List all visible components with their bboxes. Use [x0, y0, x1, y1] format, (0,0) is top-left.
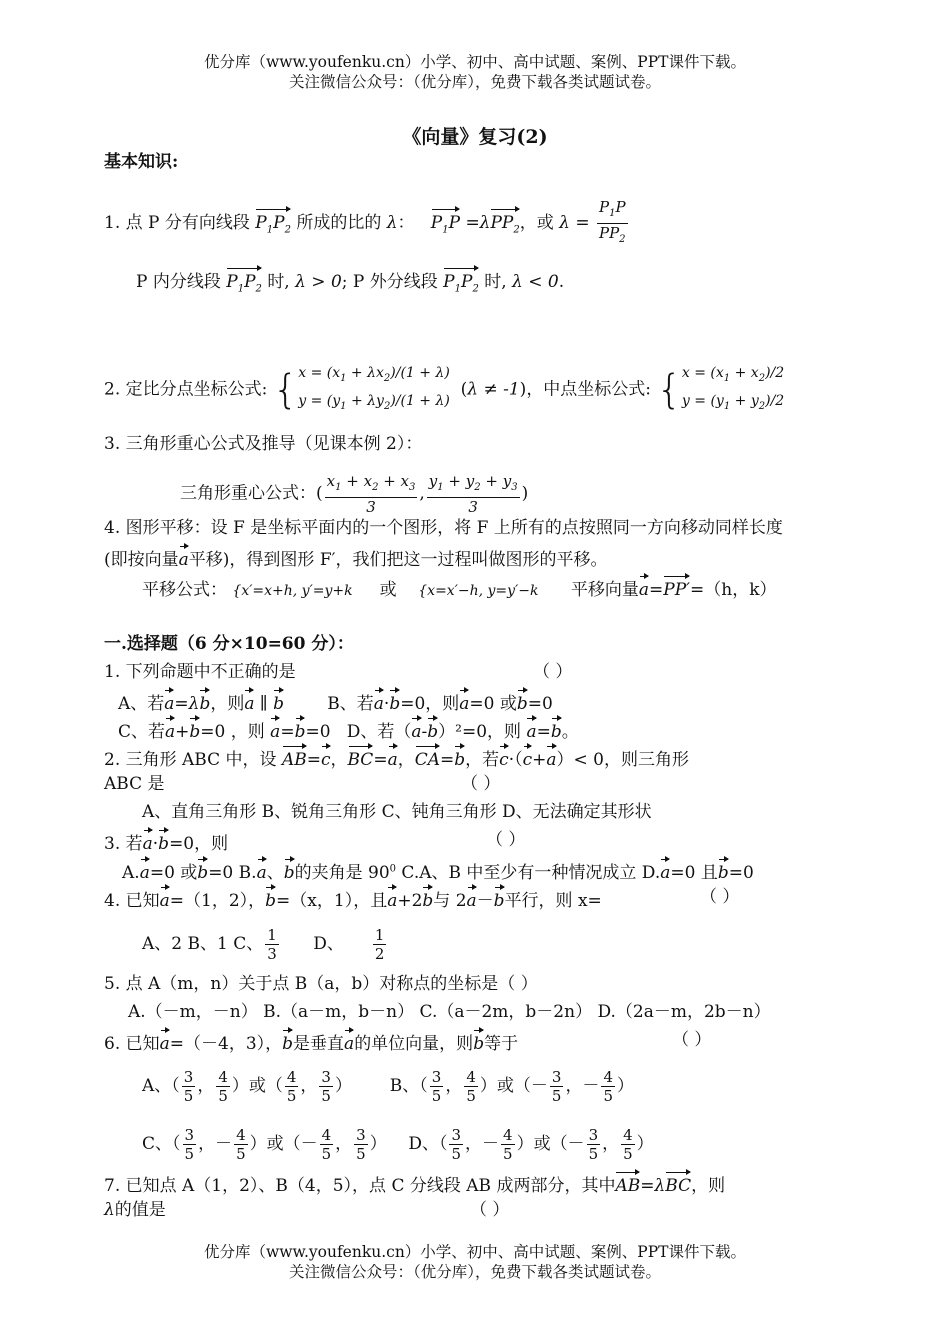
text: A.	[122, 863, 140, 883]
text: ，则	[210, 694, 245, 714]
text: 的单位向量，则	[354, 1034, 474, 1054]
header-line-2: 关注微信公众号：（优分库），免费下载各类试题试卷。	[288, 73, 661, 91]
text: D、	[313, 934, 344, 954]
text: +2	[397, 891, 423, 911]
text: =（－4，3），	[169, 1034, 283, 1054]
centroid-formula: 三角形重心公式：( $\frac{x_1 + x_2 + x_3}{3}$ , $\frac{y_1 + y_2 + y_3}{3}$ )	[180, 472, 529, 516]
text: ，中点坐标公式:	[526, 379, 652, 400]
text: 平行，则 x=	[504, 891, 602, 911]
text: 与 2	[433, 891, 467, 911]
text: =0 或	[149, 863, 198, 883]
text: =0，则	[400, 694, 460, 714]
answer-paren: （ ）	[470, 1200, 510, 1220]
text: 是垂直	[293, 1034, 345, 1054]
footer-line-1: 优分库（www.youfenku.cn）小学、初中、高中试题、案例、PPT课件下载。	[203, 1243, 747, 1261]
text: =0 B.	[208, 863, 257, 883]
text: 时,	[267, 272, 290, 292]
vector-a: a	[179, 544, 189, 572]
section-formula: $x = (x_1 + \lambda x_2)/(1 + \lambda)$ $y = (y_1 + \lambda y_2)/(1 + \lambda)$	[298, 365, 450, 412]
question-5: 5. 点 A（m，n）关于点 B（a，b）对称点的坐标是（ ）	[104, 974, 538, 994]
question-3-options: A.a=0 或b=0 B.a、b的夹角是 $90^0$ C.A、B 中至少有一种情况成立 D.a=0 且b=0	[122, 857, 754, 885]
page-title: 《向量》复习(2)	[402, 126, 548, 148]
ratio-fraction: $\frac{P_1P}{PP_2}$	[598, 198, 626, 245]
footer-line-2: 关注微信公众号：（优分库），免费下载各类试题试卷。	[288, 1263, 661, 1281]
question-1-options-cd: C、若a+b=0 ，则 a=b=0 D、若（a-b）²=0，则 a=b。	[118, 716, 579, 744]
text: B、若	[327, 694, 374, 714]
text: =0	[305, 722, 331, 742]
text: 的值是	[114, 1200, 166, 1220]
question-6-options-cd: C、（ $\frac{3}{5}$ ，－ $\frac{4}{5}$ ）或（－ $\frac{4}{5}$ ， $\frac{3}{5}$ ） D、（ $\frac{3}{5}$ ，－ $\frac{4}{5}$ ）或（－ $\frac{3}{5}$ ， $\frac{4}{5}$ ）	[142, 1126, 654, 1163]
text: －	[476, 891, 494, 911]
section-1-heading: 一.选择题（6 分×10=60 分）：	[104, 634, 354, 654]
text: =0 且	[670, 863, 718, 883]
text: 或	[533, 1134, 551, 1154]
text: 等于	[484, 1034, 519, 1054]
text: 。	[561, 722, 579, 742]
text: 或	[266, 1134, 284, 1154]
text: 3. 若	[104, 834, 143, 854]
question-2-cont: ABC 是	[104, 774, 165, 794]
basics-point-1: 1. 点 P 分有向线段 $P_1P_2$ 所成的比的 λ： $P_1P =\lambda PP_2$，或 λ = $\frac{P_1P}{PP_2}$	[104, 198, 630, 249]
text: C、	[142, 1134, 173, 1154]
text: =（h，k）	[690, 580, 777, 600]
question-4-options: A、2 B、1 C、 $\frac{1}{3}$ D、 $\frac{1}{2}$	[142, 926, 385, 963]
text: =0 ，则	[200, 722, 265, 742]
answer-paren: （ ）	[461, 774, 501, 794]
text: ，或	[519, 213, 554, 233]
text: 时,	[484, 272, 507, 292]
text: 或	[496, 1076, 514, 1096]
text: =（1，2），	[169, 891, 266, 911]
text: (即按向量	[104, 550, 179, 570]
question-5-options: A.（－m，－n） B.（a－m，b－n） C.（a－2m，b－2n） D.（2a－m，2b－n）	[128, 1002, 771, 1022]
text: 、	[266, 863, 284, 883]
text: 平移公式：	[142, 580, 227, 600]
text: D、若（	[346, 722, 412, 742]
text: 2. 三角形 ABC 中，设	[104, 750, 277, 770]
vector-pp2: $PP_2$	[490, 207, 519, 242]
answer-paren: （ ）	[486, 830, 526, 850]
text: ，若	[465, 750, 500, 770]
text: =0	[527, 694, 553, 714]
question-6-options-ab: A、（ $\frac{3}{5}$ ， $\frac{4}{5}$ ）或（ $\frac{4}{5}$ ， $\frac{3}{5}$ ） B、（ $\frac{3}{5}$ ， $\frac{4}{5}$ ）或（－ $\frac{3}{5}$ ，－ $\frac{4}{5}$ ）	[142, 1068, 634, 1105]
text: 4. 已知	[104, 891, 160, 911]
text: =0，则	[169, 834, 229, 854]
text: A、2 B、1 C、	[142, 934, 264, 954]
text: 1. 点 P 分有向线段	[104, 213, 250, 233]
text: 6. 已知	[104, 1034, 160, 1054]
text: ，则	[691, 1176, 726, 1196]
answer-paren: （ ）	[700, 887, 740, 907]
basics-heading: 基本知识:	[104, 152, 179, 172]
text: =0	[728, 863, 754, 883]
question-6: 6. 已知a=（－4，3），b是垂直a的单位向量，则b等于	[104, 1028, 518, 1056]
vector-p1p2: $P_1P_2$	[226, 266, 262, 301]
question-3: 3. 若a·b=0，则	[104, 828, 228, 856]
text: P 内分线段	[136, 272, 221, 292]
text: 的夹角是 90	[294, 863, 390, 883]
text: 所成的比的	[296, 213, 382, 233]
text: D、	[408, 1134, 439, 1154]
question-2: 2. 三角形 ABC 中，设 AB=c，BC=a，CA=b，若c·（c+a）< 0，则三角形	[104, 744, 689, 772]
text: 三角形重心公式：	[180, 483, 316, 504]
header-line-1: 优分库（www.youfenku.cn）小学、初中、高中试题、案例、PPT课件下载。	[203, 53, 747, 71]
text: C.A、B 中至少有一种情况成立 D.	[401, 863, 661, 883]
question-4: 4. 已知a=（1，2），b=（x，1），且a+2b与 2a－b平行，则 x=	[104, 885, 602, 913]
text: 平移)，得到图形 F′，我们把这一过程叫做图形的平移。	[188, 550, 608, 570]
question-1: 1. 下列命题中不正确的是	[104, 662, 296, 682]
text: ）²=0，则	[438, 722, 522, 742]
question-1-options-ab: A、若a=λb，则a ∥ b B、若a·b=0，则a=0 或b=0	[118, 688, 553, 716]
text: 平移向量	[570, 580, 639, 600]
text: =0 或	[469, 694, 517, 714]
text: < 0，则三角形	[573, 750, 689, 770]
question-7-cont: λ的值是	[104, 1200, 166, 1220]
question-2-options: A、直角三角形 B、锐角三角形 C、钝角三角形 D、无法确定其形状	[142, 802, 652, 822]
text: 2. 定比分点坐标公式:	[104, 379, 268, 400]
basics-point-4-line-2	[104, 544, 607, 572]
text: 或	[248, 1076, 266, 1096]
text: 7. 已知点 A（1，2）、B（4，5），点 C 分线段 AB 成两部分，其中	[104, 1176, 616, 1196]
basics-point-3: 3. 三角形重心公式及推导（见课本例 2）：	[104, 434, 423, 454]
midpoint-formula: $x = (x_1 + x_2)/2$ $y = (y_1 + y_2)/2$	[681, 365, 785, 412]
answer-paren: （ ）	[672, 1030, 712, 1050]
basics-point-4-line-1: 4. 图形平移：设 F 是坐标平面内的一个图形，将 F 上所有的点按照同一方向移动同样长度	[104, 518, 783, 538]
text: B、	[389, 1076, 420, 1096]
vector-p1p: $P_1P$	[431, 207, 460, 242]
text: 或	[379, 580, 397, 600]
text: A、若	[118, 694, 165, 714]
basics-point-2: 2. 定比分点坐标公式: {$x = (x_1 + \lambda x_2)/(1 + \lambda)$ $y = (y_1 + \lambda y_2)/(1 + \lambda) (\lambda \ne -1)$，中点坐标公式: {$x = (x_1 + x_2)/2$ $y = (y_1 + y_2)/2$	[104, 362, 784, 418]
vector-p1p2: $P_1P_2$	[255, 207, 291, 242]
translation-formula: 平移公式： {x′=x+h, y′=y+k 或 {x=x′−h, y=y′−k 平移向量a=PP′=（h，k）	[142, 574, 777, 603]
text: A、	[142, 1076, 172, 1096]
answer-paren: （ ）	[533, 662, 573, 682]
text: C、若	[118, 722, 166, 742]
vector-p1p2: $P_1P_2$	[443, 266, 479, 301]
text: =（x，1），且	[276, 891, 388, 911]
basics-point-1-inner: P 内分线段 $P_1P_2$ 时, λ > 0; P 外分线段 $P_1P_2$ 时, λ < 0.	[136, 266, 564, 301]
text: ; P 外分线段	[341, 272, 438, 292]
lambda-symbol: λ	[386, 213, 398, 233]
question-7: 7. 已知点 A（1，2）、B（4，5），点 C 分线段 AB 成两部分，其中AB=λBC，则	[104, 1170, 725, 1198]
